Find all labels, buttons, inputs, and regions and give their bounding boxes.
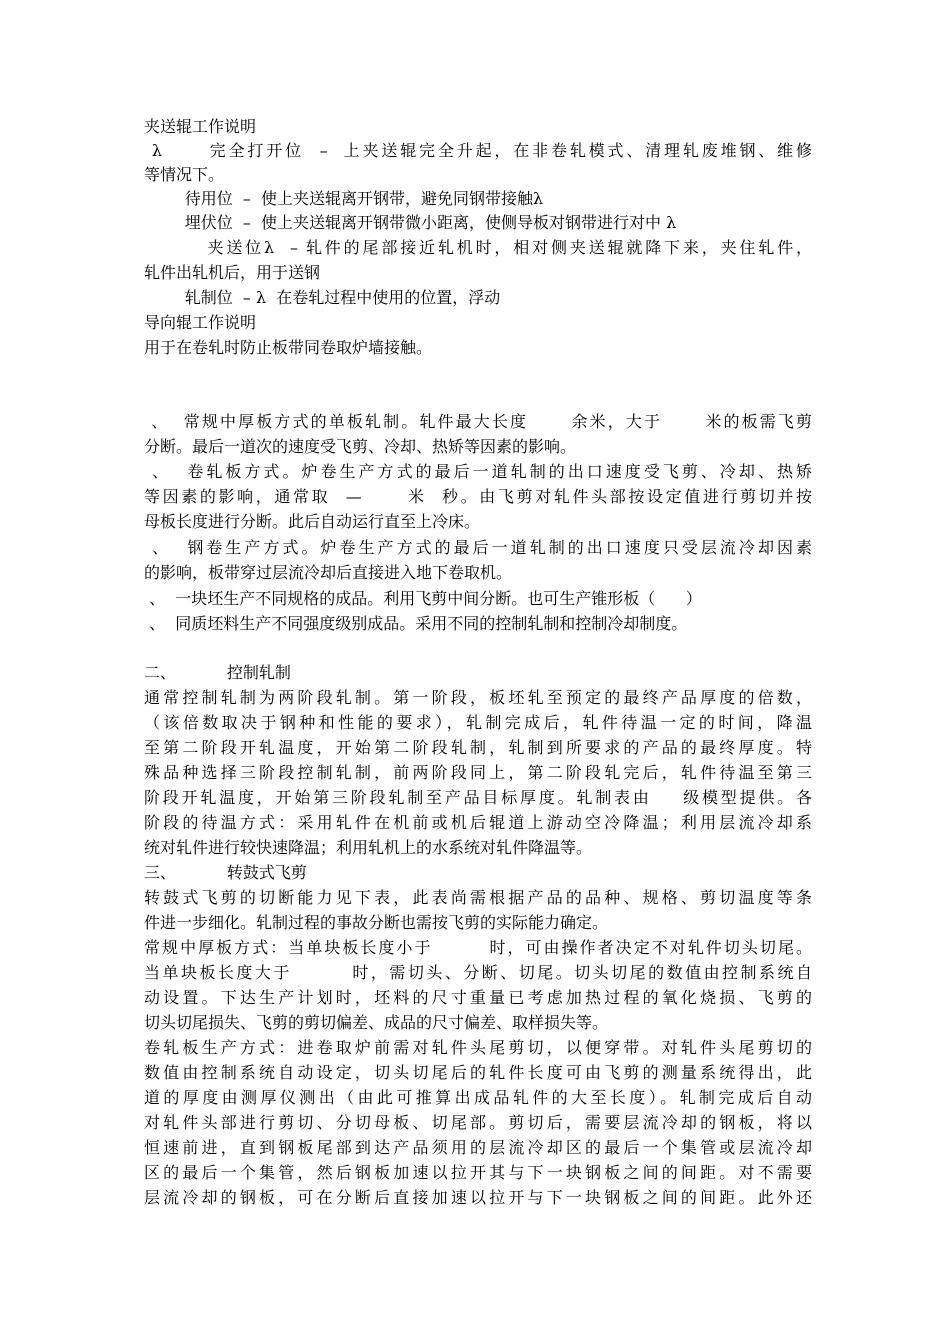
- text-line: 至第二阶段开轧温度，开始第二阶段轧制，轧制到所要求的产品的最终厚度。特: [144, 738, 812, 757]
- section-heading-controlled-rolling: 二、 控制轧制: [144, 663, 291, 682]
- text-line: 统对轧件进行较快速降温；利用轧机上的水系统对轧件降温等。: [144, 838, 593, 857]
- text-line: 动设置。下达生产计划时，坯料的尺寸重量已考虑加热过程的氧化烧损、飞剪的: [144, 988, 812, 1007]
- text-line: 道的厚度由测厚仪测出（由此可推算出成品轧件的大至长度）。轧制完成后自动: [144, 1088, 812, 1107]
- text-line: 夹送位λ – 轧件的尾部接近轧机时，相对侧夹送辊就降下来，夹住轧件，: [144, 238, 812, 257]
- list-item: 、 同质坯料生产不同强度级别成品。采用不同的控制轧制和控制冷却制度。: [144, 614, 688, 633]
- text-line: 轧件出轧机后，用于送钢: [144, 263, 321, 282]
- text-line: 转鼓式飞剪的切断能力见下表，此表尚需根据产品的品种、规格、剪切温度等条: [144, 888, 812, 907]
- list-item: 、 常规中厚板方式的单板轧制。轧件最大长度 余米，大于 米的板需飞剪: [144, 412, 812, 431]
- list-item: 、 一块坯生产不同规格的成品。利用飞剪中间分断。也可生产锥形板（ ）: [144, 589, 702, 608]
- text-line: 殊品种选择三阶段控制轧制，前两阶段同上，第二阶段轧完后，轧件待温至第三: [144, 763, 812, 782]
- text-line: 用于在卷轧时防止板带同卷取炉墙接触。: [144, 338, 433, 357]
- text-line: 的影响，板带穿过层流冷却后直接进入地下卷取机。: [144, 563, 513, 582]
- text-line: 常规中厚板方式：当单块板长度小于 时，可由操作者决定不对轧件切头切尾。: [144, 938, 812, 957]
- section-heading-drum-shear: 三、 转鼓式飞剪: [144, 863, 307, 882]
- text-line: （该倍数取决于钢种和性能的要求），轧制完成后，轧件待温一定的时间，降温: [144, 713, 812, 732]
- text-line: 待用位 – 使上夹送辊离开钢带，避免同钢带接触λ: [144, 189, 544, 208]
- text-line: 卷轧板生产方式：进卷取炉前需对轧件头尾剪切，以便穿带。对轧件头尾剪切的: [144, 1038, 812, 1057]
- text-line: 恒速前进，直到钢板尾部到达产品须用的层流冷却区的最后一个集管或层流冷却: [144, 1138, 812, 1157]
- heading-guide-roll: 导向辊工作说明: [144, 313, 257, 332]
- text-line: 当单块板长度大于 时，需切头、分断、切尾。切头切尾的数值由控制系统自: [144, 963, 812, 982]
- text-line: 通常控制轧制为两阶段轧制。第一阶段，板坯轧至预定的最终产品厚度的倍数，: [144, 688, 812, 707]
- text-line: 轧制位 – λ 在卷轧过程中使用的位置，浮动: [144, 288, 501, 307]
- text-line: 对轧件头部进行剪切、分切母板、切尾部。剪切后，需要层流冷却的钢板，将以: [144, 1113, 812, 1132]
- text-line: 埋伏位 – 使上夹送辊离开钢带微小距离，使侧导板对钢带进行对中 λ: [144, 213, 677, 232]
- list-item: 、 钢卷生产方式。炉卷生产方式的最后一道轧制的出口速度只受层流冷却因素: [144, 538, 812, 557]
- text-line: 阶段的待温方式：采用轧件在机前或机后辊道上游动空冷降温；利用层流冷却系: [144, 813, 812, 832]
- text-line: 母板长度进行分断。此后自动运行直至上冷床。: [144, 512, 481, 531]
- heading-pinch-roll: 夹送辊工作说明: [144, 117, 257, 136]
- text-line: 分断。最后一道次的速度受飞剪、冷却、热矫等因素的影响。: [144, 437, 577, 456]
- text-line: 区的最后一个集管，然后钢板加速以拉开其与下一块钢板之间的间距。对不需要: [144, 1163, 812, 1182]
- text-line: 件进一步细化。轧制过程的事故分断也需按飞剪的实际能力确定。: [144, 913, 609, 932]
- list-item: 、 卷轧板方式。炉卷生产方式的最后一道轧制的出口速度受飞剪、冷却、热矫: [144, 462, 812, 481]
- text-line: 阶段开轧温度，开始第三阶段轧制至产品目标厚度。轧制表由 级模型提供。各: [144, 788, 812, 807]
- text-line: 切头切尾损失、飞剪的剪切偏差、成品的尺寸偏差、取样损失等。: [144, 1013, 609, 1032]
- text-line: 数值由控制系统自动设定，切头切尾后的轧件长度可由飞剪的测量系统得出，此: [144, 1063, 812, 1082]
- text-line: 等情况下。: [144, 165, 225, 184]
- text-line: λ 完全打开位 – 上夹送辊完全升起，在非卷轧模式、清理轧废堆钢、维修: [144, 141, 812, 160]
- text-line: 层流冷却的钢板，可在分断后直接加速以拉开与下一块钢板之间的间距。此外还: [144, 1188, 812, 1207]
- text-line: 等因素的影响，通常取 — 米 秒。由飞剪对轧件头部按设定值进行剪切并按: [144, 487, 812, 506]
